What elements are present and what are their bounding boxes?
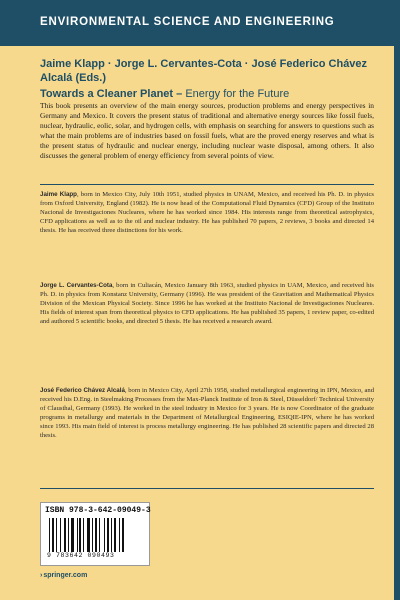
divider [40,184,374,185]
arrow-icon: › [40,572,43,579]
title-line [40,87,380,101]
editors-line: Jaime Klapp · Jorge L. Cervantes-Cota · José Federico Chávez Alcalá (Eds.) [40,58,368,84]
barcode-bar [114,518,116,552]
barcode-bar [64,518,66,552]
editor-bio-2 [40,281,374,326]
title-separator: – [173,88,186,100]
barcode-bar [83,518,84,552]
barcode-bar [119,518,120,552]
barcode-bar [122,518,124,552]
spine-edge [394,0,400,600]
barcode-bar [71,518,74,552]
editor-bio-text: , born in Culiacán, Mexico January 8th 1963, studied physics in UAM, Mexico, and received his Ph. D. in physics from Konstanz University, Germany (1996). He was president of the Gravitation and Mathematical Physics Division of the Mexican Physical Society. Since 1996 he has worked at the Instituto Nacional de Investigaciones Nucleares. His fields of interest span from theoretical physics to CFD applications. He has published 35 papers, 1 review paper, co-edited and authored 5 scientific books, and directed 5 thesis. He has received a research award. [40,282,374,325]
isbn-text: ISBN 978-3-642-09049-3 [45,506,151,515]
editor-name: José Federico Chávez Alcalá [40,387,125,394]
series-title: ENVIRONMENTAL SCIENCE AND ENGINEERING [40,16,335,28]
book-description: This book presents an overview of the main energy sources, production problems and energy perspectives in Germany and Mexico. It covers the present status of traditional and alternative energy sources like fossil fuels, nuclear, hydraulic, eolic, solar, and hydrogen cells, with emphasis on searching for answers to questions such as what the main problems are of industries based on fossil fuels, what are the proved energy reserves and what is the present status of hydraulic and nuclear energy, including nuclear waste disposal, among others. It also discusses the general problem of energy efficiency from several points of view. [40,101,374,160]
barcode-bar [92,518,93,552]
barcode-bar [79,518,81,552]
book-header [40,57,380,101]
barcode-bar [52,518,54,552]
editor-bio-3 [40,386,374,440]
barcode-bar [68,518,69,552]
barcode-bar [87,518,90,552]
barcode-bar [77,518,78,552]
editor-name: Jorge L. Cervantes-Cota [40,282,113,289]
barcode-bar [56,518,57,552]
barcode-bar [49,518,50,552]
barcode-bar [60,518,61,552]
barcode-bar [99,518,100,552]
editor-bio-text: , born in Mexico City, July 10th 1951, studied physics in UNAM, Mexico, and received his Ph. D. in physics from Oxford University, England (1982). He is now head of the Computational Fluid Dynamics (CFD) Group of the Instituto Nacional de Investigaciones Nucleares, where he has worked since 1984. His interests range from theoretical astrophysics, CFD applications as well as to the oil and nuclear industry. He has published 70 papers, 2 reviews, 3 books and directed 14 thesis. He has received three distinctions for his work. [40,191,375,234]
publisher-link[interactable] [40,572,87,579]
divider [40,488,374,489]
editor-bio-1 [40,190,374,235]
editor-name: Jaime Klapp [40,191,77,198]
book-title: Towards a Cleaner Planet [40,88,174,100]
book-subtitle: Energy for the Future [185,88,290,100]
barcode-bar [104,518,105,552]
barcode-bars [49,518,141,552]
editor-bio-text: , born in Mexico City, April 27th 1958, studied metallurgical engineering in IPN, Mexico, and received his D.Eng. in Steelmaking Processes from the Max-Planck Institute of Iron & Steel, Düsseldorf/ Technical University of Clausthal, Germany (1993). He worked in the steel industry in Mexico for 3 years. He is now Coordinator of the graduate programs in metallurgy and materials in the Department of Metallurgical Engineering, ESIQIE-IPN, where he has worked since 1993. His main field of interest is process metallurgy engineering. He has published 28 scientific papers and directed 28 thesis. [40,387,374,439]
ean-digits: 9 783642 090493 [47,552,115,559]
isbn-barcode [40,502,150,566]
publisher-name: springer.com [43,572,88,579]
barcode-bar [107,518,109,552]
barcode-bar [95,518,97,552]
barcode-bar [111,518,112,552]
